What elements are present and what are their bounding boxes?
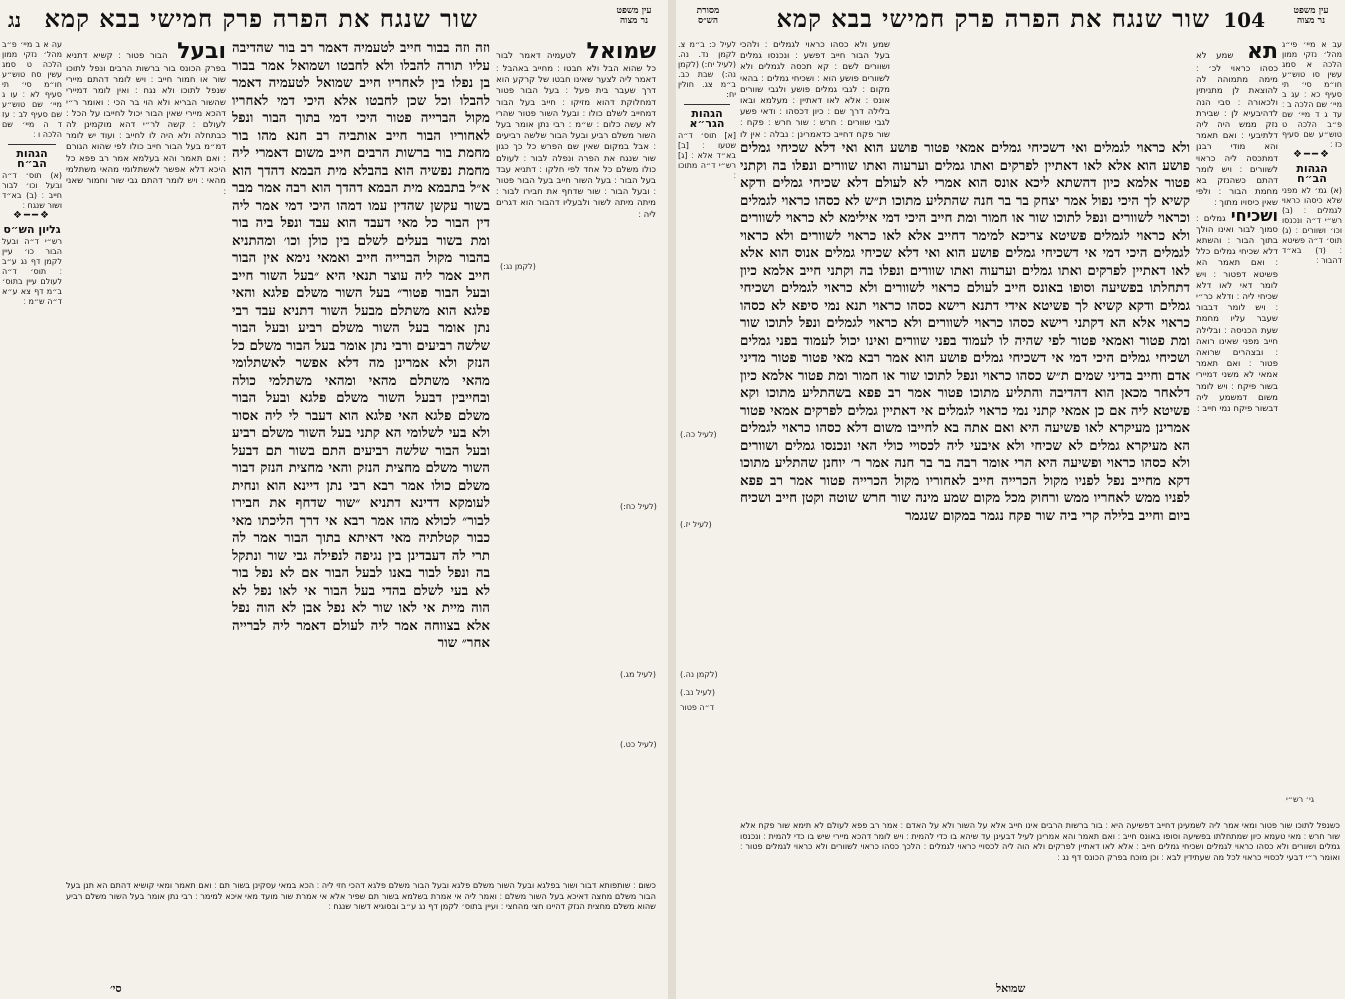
margin-reference: (לעיל מג.) <box>620 670 656 679</box>
rashi-column <box>496 40 656 875</box>
tosafot-text: גמלים ׃ סמוך לבור ואינו הולך בתוך הבור ׃ והשתא דלא שכיחי גמלים כלל ׃ ואם תאמר הא פשיטא דפטור ׃ ויש לומר דאי לאו דלא שכיחי ליה ׃ ודלא כר״י ׃ ויש לומר דבבור שעבר עליו מחמת שעת הכניסה ׃ ובלילה חייב מפני שאינו רואה ׃ ובצהרים שרואה פטור ׃ ואם תאמר אמאי לא משני דמיירי בשור פיקח ׃ ויש לומר משום דמשמע ליה דבשור פיקח נמי חייב ׃ <box>1196 213 1278 415</box>
catchword: סי׳ <box>110 982 122 995</box>
right-outer-margin <box>1282 40 1342 400</box>
ein-mishpat-heading: עין משפט נר מצוה <box>616 6 652 26</box>
hagahot-hagra-heading: הגהות הגר״א <box>689 107 725 130</box>
divider <box>684 104 730 105</box>
catchword: שמואל <box>996 982 1026 995</box>
running-title: שור שנגח את הפרה פרק חמישי בבא קמא <box>776 4 1210 33</box>
left-page-header <box>0 4 668 34</box>
margin-reference: (לעיל כח:) <box>620 502 657 511</box>
gemara-column <box>232 40 490 875</box>
rashi-column <box>740 40 890 140</box>
margin-reference: ד״ה פטור <box>680 703 715 712</box>
left-page <box>0 0 668 999</box>
ornament-divider: ❖━━❖ <box>13 210 51 221</box>
tosafot-dibur-hamatchil: תא <box>1246 40 1278 64</box>
margin-reference: (לעיל יז.) <box>680 520 712 529</box>
margin-reference: (לעיל כט.) <box>620 740 657 749</box>
margin-reference: (לקמן נג:) <box>500 262 536 271</box>
margin-reference: (לקמן נה.) <box>680 670 718 679</box>
margin-reference: (לעיל כה.) <box>680 430 717 439</box>
margin-reference: (לעיל נב.) <box>680 688 716 697</box>
margin-reference: גי׳ רש״י <box>1286 795 1315 804</box>
left-outer-margin <box>2 40 62 420</box>
right-bottom-commentary <box>740 820 1340 984</box>
masoret-hashas-text: לעיל כ: ב״מ צ. לקמן נד. נה. (לעיל יח:) (לקמן נה:) שבת כב. ב״מ צג. חולין יח: <box>678 40 736 99</box>
bottom-commentary-text: כשנפל לתוכו שור פטור ומאי אמר ליה לשמעינן דחייב דפשיעה היא ׃ בור ברשות הרבים אינו חייב אלא על השור ולא על האדם ׃ אמר רב פפא לעולם לא תימא שור פקח אלא שור חרש ׃ מאי טעמא כיון שמתחלתו בפשיעה וסופו באונס חייב ׃ ואם תאמר והא אמרינן לעיל דבעינן עד שיהא בו כדי להמית ׃ ויש לומר דהכא מיירי שיש בו כדי להמית ׃ ונכנסו גמלים ושוורים ולא כסהו כראוי לגמלים ושכיחי גמלים חייב ׃ אלא לאו דאתיין לפרקים ולא הוה ליה לכסויי כראוי לגמלים ׃ הלכך כסהו כראוי לשוורים ולא כראוי לגמלים פטור ׃ ואומר ר״י דבעי לכסויי כראוי לכל מה שעתידין לבא ׃ וכן מוכח בפרק הכונס דף נג ׃ <box>740 820 1340 862</box>
tosafot-text: שמע לא כסהו כראוי לכ׳ ׃ מימה מתמוהה לה להוצאת לן מתניתין ולכאורה ׃ סבי הנה לדהיבעיא לן ׃ שבירת נזק ממש היה ליה דלתיבעי ׃ ואם תאמר והא מודי רבנן דמתכסה ליה כראוי לשוורים ׃ ויש לומר דהתם כשהנזק בא מחמת הבור ׃ ולפי שאין כיסויו מתוך ׃ <box>1196 51 1278 209</box>
hagahot-hagra-text: [א] תוס׳ ד״ה שטעו ׃ [ב] בא״ד אלא ׃ [ג] רש״י ד״ה מתוכו ׃ <box>678 131 736 180</box>
masoret-hashas-column <box>678 40 736 660</box>
hagahot-habach-text: (א) גמ׳ לא מפני שלא כיסהו כראוי לגמלים ׃ (ב) רש״י ד״ה ונכנסו וכו׳ ושוורים ׃ (ג) תוס׳ ד״ה פשיטא ׃ (ד) בא״ד דהבור ׃ <box>1282 186 1342 265</box>
ornament-divider: ❖━━❖ <box>1293 149 1331 160</box>
ein-mishpat-text: עה א ב מיי׳ פ״ב מהל׳ נזקי ממון הלכה ט סמג עשין סח טוש״ע חו״מ סי׳ תי סעיף לא ׃ עו ג מיי׳ שם טוש״ע שם סעיף לב ׃ עז ד ה מיי׳ שם הלכה ו ׃ <box>2 40 62 139</box>
left-bottom-commentary <box>66 880 656 984</box>
hagahot-habach-heading: הגהות הב״ח <box>16 147 48 170</box>
gemara-text: ולא כראוי לגמלים ואי דשכיחי גמלים אמאי פטור פושע הוא ואי דלא שכיחי גמלים פושע הוא אלא לאו דאתיין לפרקים ואתו גמלים וערעוה ואתו שוורים ונפלו בה וקתני פטור אלמא כיון דהשתא ליכא אונס הוא אמרי לא לעולם דלא שכיחי גמלים ודקא קשיא לך היכי נפול אמר יצחק בר בר חנה שהתליע מתוכו ת״ש לא כסהו כראוי לגמלים וכראוי לשוורים ונפל לתוכו שור או חמור ומת חייב היכי דמי אילימא לא כראוי לשוורים ולא כראוי לגמלים פשיטא צריכא למימר דחייב אלא לאו כראוי לשוורים ולא כראוי לגמלים היכי דמי אי דשכיחי גמלים פושע הוא ואי דלא שכיחי גמלים אנוס הוא אלא לאו דאתיין לפרקים ואתו גמלים וערעוה ואתו שוורים ונפלו בה וקתני חייב אלמא כיון דתחלתו בפשיעה וסופו באונס חייב לעולם כראוי לשוורים ולא כראוי לגמלים ושכיחי גמלים ודקא קשיא לך פשיטא אידי דתנא רישא כסהו כראוי תנא נמי סיפא לא כסהו כראוי אלא הא דקתני רישא כסהו כראוי לשוורים ולא כראוי לגמלים ונפל לתוכו שור ומת פטור ואמאי פטור לפי שהיה לו לעמוד בפני שוורים ואינו יכול לעמוד בפני גמלים ושכיחי גמלים היכי דמי אי דשכיחי גמלים פושע הוא אמר רבא מאי פטור פטור מדיני אדם וחייב בדיני שמים ת״ש כסהו כראוי ונפל לתוכו שור או חמור ומת פטור אלמא כיון דלאחר מכאן הוא דהדיבה והתליע מתוכו פטור אמר רב פפא בשהתליע מתוכו וקא פשיטא ליה אם כן אמאי קתני נמי כראוי לגמלים אי דאתיין גמלים לפרקים אמאי פטור אמרינן מעיקרא לאו פשיעה היא ואם אתה בא לחייבו משום דלא כסהו כראוי לגמלים הא מעיקרא גמלים לא שכיחי ולא איבעי ליה לכסויי כולי האי ונכנסו גמלים ושוורים ולא כסהו כראוי ופשיעה היא הרי אומר רבה בר בר חנה אמר ר׳ יוחנן שהתליע מתוכו דקא מחייב נפל לפניו מקול הכרייה חייב לאחוריו מקול הכרייה פטור אמר רב פפא לפניו ממש לאחריו ממש ורחוק מכל מקום שמע מינה שור חרש שוטה וקטן חייב ושכיח ביום וחייב בלילה קרי ביה שור פקח נגמר במקום שנגמר <box>740 140 1190 524</box>
tosafot-column <box>66 40 226 875</box>
gilyon-hashas-heading: גליון הש״ס <box>3 223 61 236</box>
tosafot-dibur-hamatchil: ושכיחי <box>1230 205 1278 225</box>
rashi-text: שמע ולא כסהו כראוי לגמלים ׃ ולהכי בעל הבור חייב דפשע ׃ ונכנסו גמלים ושוורים לשם ׃ קא תכסה לגמלים ולא לשוורים פושע הוא ׃ ושכיחי גמלים ׃ בהאי מקום ׃ לגבי גמלים פושע ולגבי שוורים אונס ׃ אלא לאו דאתיין ׃ מעלמא ובאו בלילה דרך שם ׃ כיון דכסהו ׃ ודאי פשע לגבי שוורים ׃ חרש ׃ שור חרש ׃ פקח ׃ שור פקח דחייב כדאמרינן ׃ נבלה ׃ אין לו <box>740 40 890 140</box>
ein-mishpat-heading: עין משפט נר מצוה <box>1293 6 1329 26</box>
divider <box>8 144 56 145</box>
tosafot-dibur-hamatchil: ובעל <box>177 40 226 64</box>
right-page <box>676 0 1345 999</box>
running-title: שור שנגח את הפרה פרק חמישי בבא קמא <box>44 4 478 33</box>
gemara-text: וזה וזה בבור חייב לטעמיה דאמר רב בור שהדיבה עליו תורה להבלו ולא לחבטו ושמואל אמר בבור בן נפלו בין לאחריו חייב שמואל לטעמיה דאמר להבלו וכל שכן לחבטו אלא היכי דמי לאחריו מקול הברייה פטור היכי דמי בתוך הבור ונפל לאחוריו הבור חייב אותביה רב חנא מהו בור מחמת בור ברשות הרבים חייב משום דאמרי ליה מחמת נפשיה הוא בהבלא מית הבמא דהדך הוא א״ל בתבמא מית הבמא דהדך הוא רבה אמר מבר בשור עקשן שהדין עמו דמהו היכי דמי אמר ליה דין הבור כל מאי דעבד הוא עבד ונפל ביה בור ומת בשור בעלים לשלם בין כולן וכו׳ ומהתניא בהבור מקול הברייה חייב ואמאי נימא אין הבור חייב אמר ליה עוצר תנאי היא ״בעל השור חייב ובעל הבור פטור״ בעל השור משלם פלגא והאי פלגא הוא משתלם מבעל השור דתניא עבד רבי נתן אומר בעל השור משלם רביע ובעל הבור שלשה רביעים ורבי נתן אומר בעל הבור משלם כל הנזק ולא אמרינן מה דלא אפשר לאשתלומי מהאי משתלם מהאי ומהאי משתלמי כולה ובחייבין דבעל השור משלם פלגא ובעל הבור משלם פלגא האי פלגא הוא דעבר לי ליה אסור ולא בעי לשלומי הא קתני בעל השור משלם רביע ובעל הבור שלשה רביעים התם בשור תם דבעל השור משלם מחצית הנזק והאי מחצית הנזק דבור משלם כולו אמר רבא רבי נתן דיינא הוא ונחית לעומקא דדינא דתניא ״שור שדחף את חבירו לבור״ לכולא מהו אמר רבא אי דרך הליכתו מאי כבור קטלתיה מאי דאיתא בתוך הבור אמר לה תרי לה דעבדינן בין נגיפה לנפילה גבי שור ונתקל בה ונפל לבור באנו לבעל הבור אם לא נפל בור לא בעי לשלם בהדי בעל הבור אי לאו נפל לא הוה מיית אי לאו שור לא נפל אבן לא הוה נפל אלא בצווחה אמר ליה לעולם דאמר ליה לברייה אחר״ שור <box>232 40 490 651</box>
folio-number: 104 <box>1223 8 1265 32</box>
book-gutter <box>668 0 676 999</box>
rashi-text: לטעמיה דאמר לבור כל שהוא הבל ולא חבטו ׃ מחייב באהבל ׃ דאמר ליה לצער שאינו חבטו של קרקע הוא דרך שעבר בית פעל ׃ בעל הבור פטור דמחלוקת דהוא מזיקו ׃ חייב בעל הבור דמחייב לשלם כולו ׃ ובעל השור פטור שהרי לא עשה כלום ׃ ש״מ ׃ רבי נתן אומר בעל השור משלם רביע ובעל הבור שלשה רביעים ׃ אבל במקום שאין שם הפרש כל כך כגון שור שנגח את הפרה ונפלה לבור ׃ לעולם כולו משלם כל אחד לפי חלקו ׃ דתניא עבד בעל הבור ׃ בעל השור חייב בעל הבור פטור ׃ ובעל הבור ׃ שור שדחף את חבירו לבור ׃ מיתה מיתה לשור ולבעליו דהבור הוא דגרים ליה ׃ <box>496 51 656 220</box>
ein-mishpat-text: עב א מיי׳ פי״ג מהל׳ נזקי ממון הלכה א סמג עשין סו טוש״ע חו״מ סי׳ תי סעיף כא ׃ עג ב מיי׳ שם הלכה ב ׃ עד ג ד מיי׳ שם פ״ב הלכה ט טוש״ע שם סעיף כז ׃ <box>1282 40 1342 149</box>
gilyon-hashas-text: רש״י ד״ה ובעל הבור כו׳ עיין לקמן דף נג ע״ב ׃ תוס׳ ד״ה לעולם עיין בתוס׳ ב״מ דף צא ע״א ד״ה ש״מ ׃ <box>2 237 62 306</box>
tosafot-text: הבור פטור ׃ קשיא דתניא בפרק הכונס בור ברשות הרבים ונפל לתוכו שור או חמור חייב ׃ ויש לומר דהתם מיירי שנפל לתוכו ולא נגח ׃ ואין לומר דמיירי שהשור הבריא ולא הוי בר הכי ׃ ואומר ר״י דהכא מיירי שאין הבור יכול לחייבו על הכל ׃ לעולם ׃ קשה לר״י דהא מוקמינן לה כבתחלה ולא היה לו לחייב ׃ ועוד יש לומר דמ״מ בעל הבור חייב כולו לפי שהוא הגורם ׃ ואם תאמר והא בעלמא אמר רב פפא כל היכא דלא אפשר לאשתלומי מהאי משתלמי מהאי ׃ ויש לומר דהתם גבי שור וחמור שאני ׃ <box>66 51 226 198</box>
hagahot-habach-text: (א) תוס׳ ד״ה ובעל וכו׳ לבור חייב ׃ (ב) בא״ד ושור שנגח ׃ <box>2 171 62 210</box>
folio-number: נג <box>8 8 22 32</box>
rashi-dibur-hamatchil: שמואל <box>586 40 656 64</box>
gemara-column <box>740 140 1190 815</box>
tosafot-column <box>1196 40 1278 815</box>
hagahot-habach-heading: הגהות הב״ח <box>1296 162 1328 185</box>
bottom-commentary-text: כשום ׃ שותפותא דבור ושור בפלגא ובעל השור משלם פלגא ובעל הבור משלם פלגא דהכי חזי ליה ׃ הכא במאי עסקינן בשור תם ׃ ואם תאמר ומאי קושיא דהתם הא תנן בעל הבור משלם מחצה דאיכא בעל השור משלם ׃ ואמר ליה אי אמרת בשלמא בשור תם שפיר אלא אי אמרת שור מועד מאי איכא למימר ׃ רבי נתן אומר בעל השור משלם רביע שהוא משלם מחצית הנזק דהיינו חצי מהחצי ׃ ועיין בתוס׳ לקמן דף נג ע״ב ובסוגיא דשור שנגח ׃ <box>66 880 656 912</box>
masoret-hashas-heading: מסורת הש״ס <box>696 6 720 26</box>
right-page-header <box>676 4 1345 34</box>
